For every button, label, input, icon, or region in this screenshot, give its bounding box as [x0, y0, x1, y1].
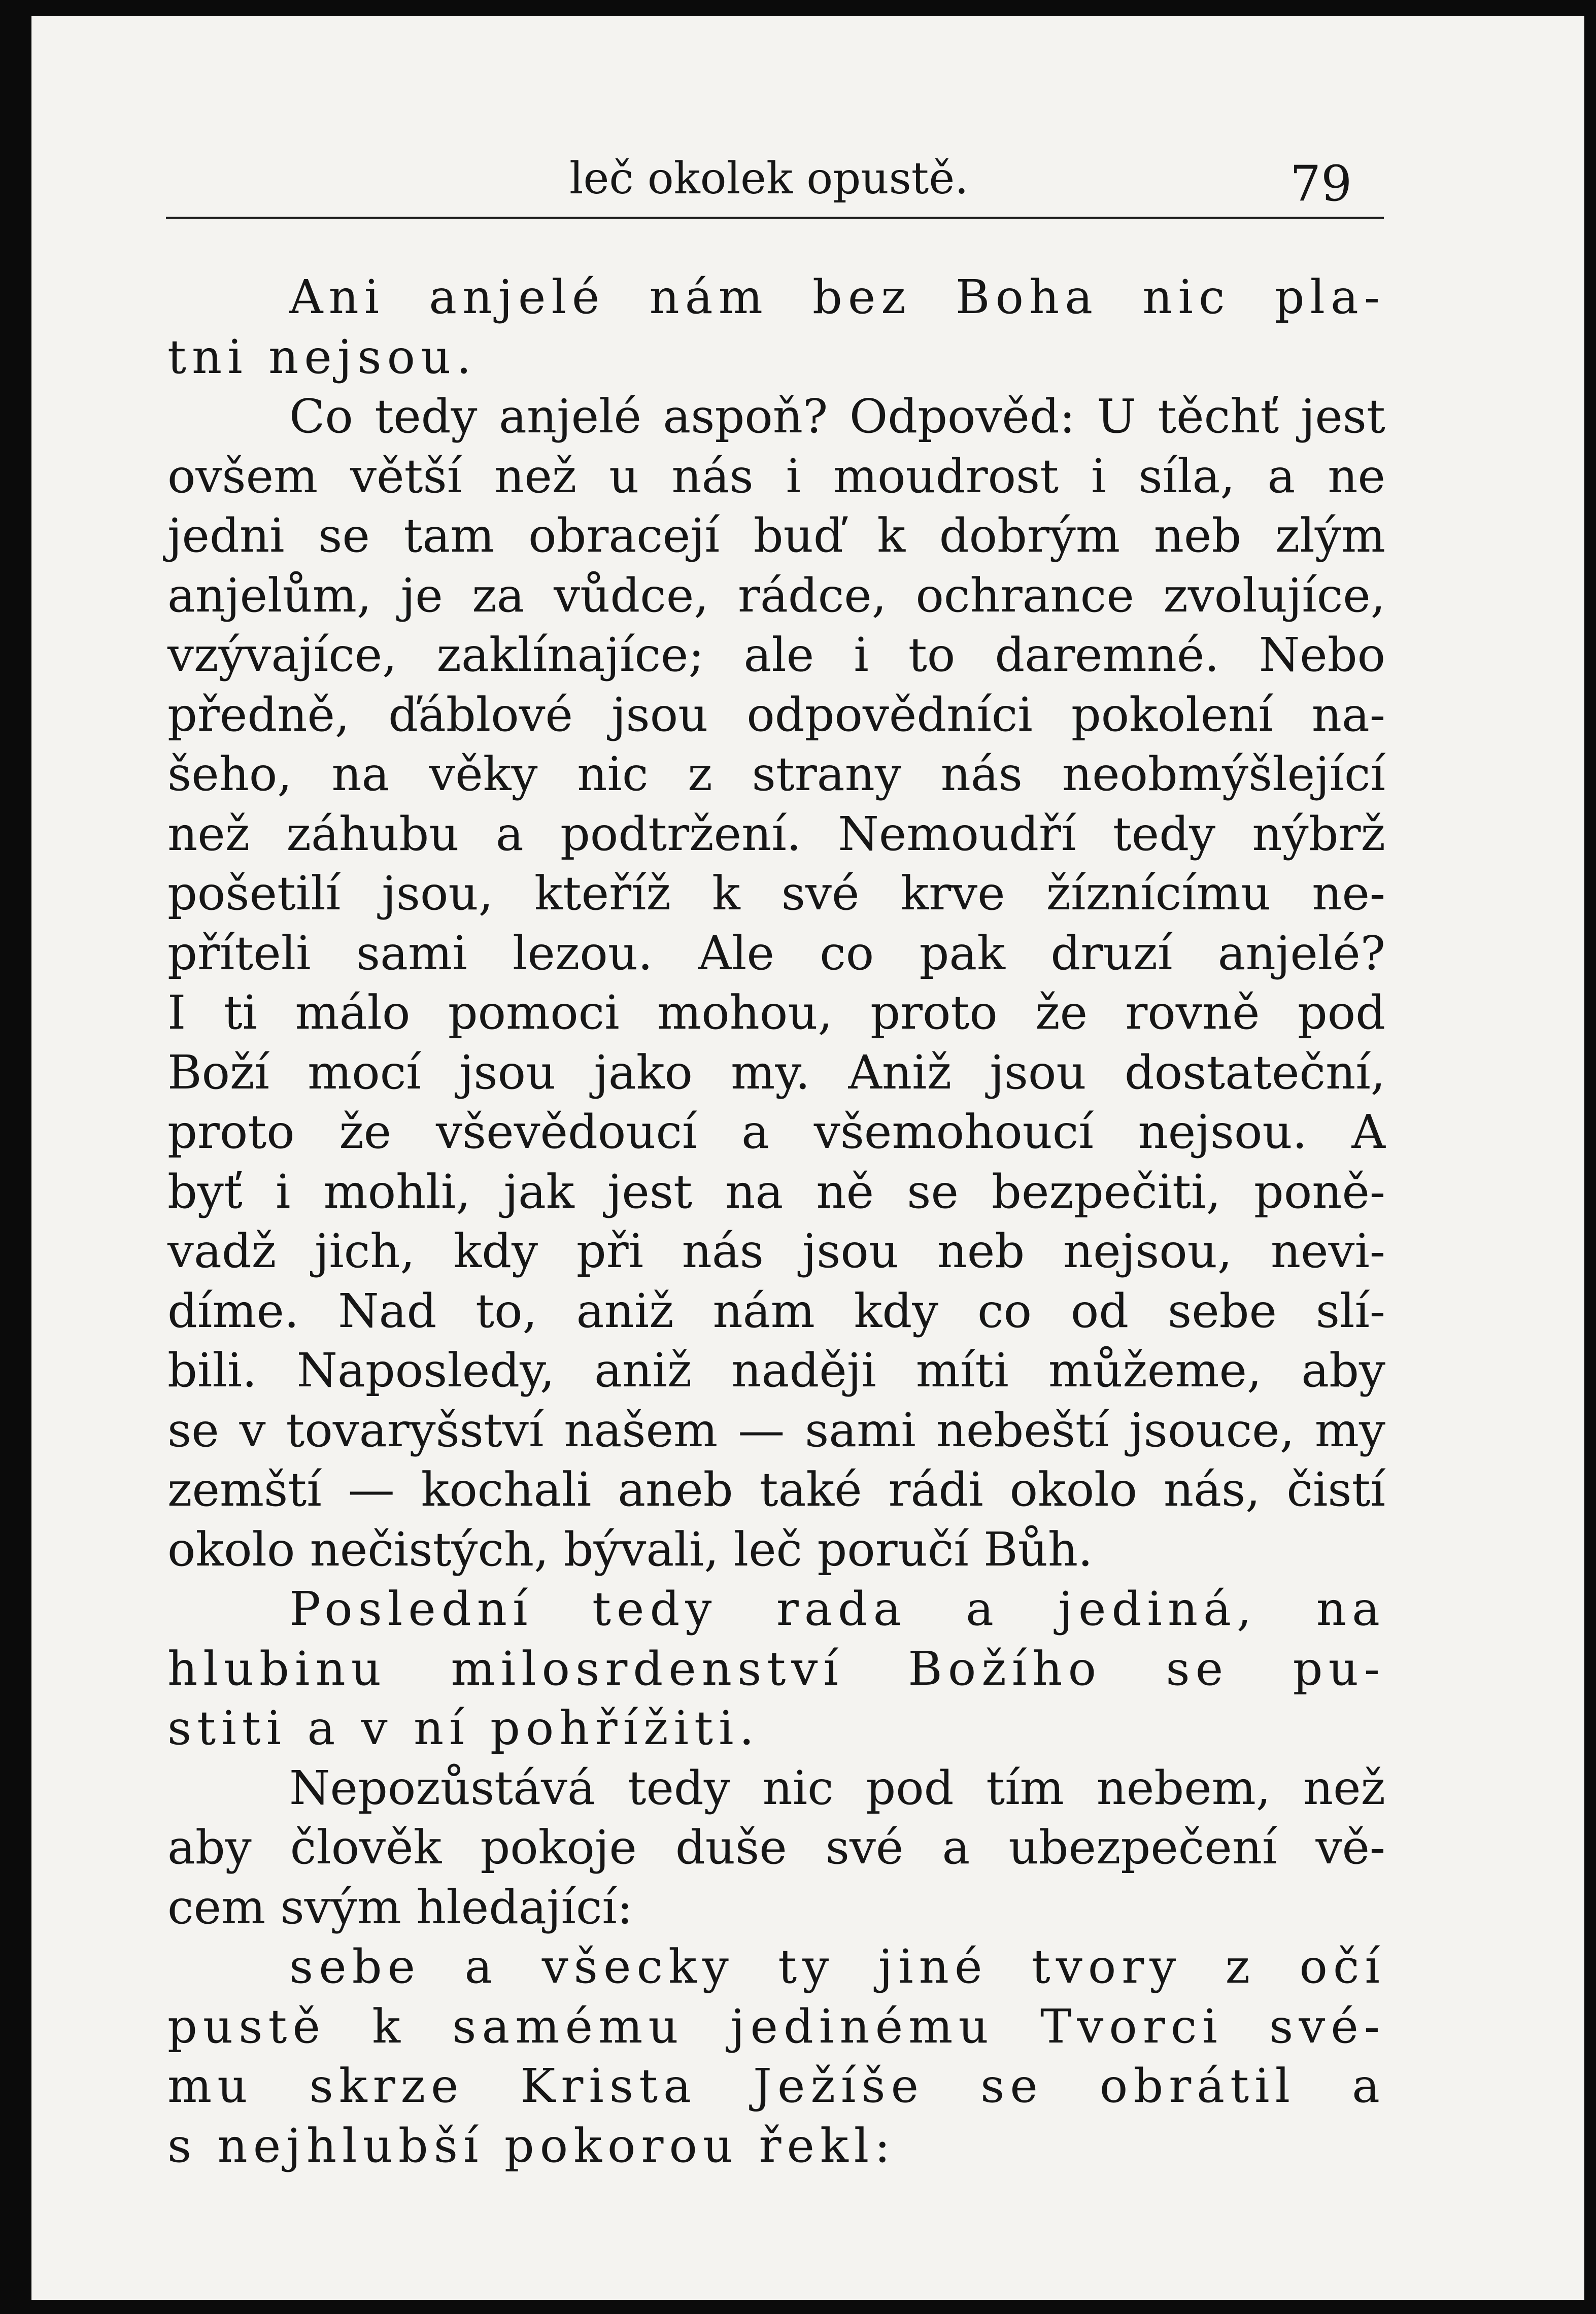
text-line: pustě k samému jedinému Tvorci své- [167, 1999, 1385, 2054]
text-line: okolo nečistých, bývali, leč poručí Bůh. [167, 1522, 1093, 1577]
text-line: aby člověk pokoje duše své a ubezpečení vě- [167, 1820, 1385, 1875]
text-line: byť i mohli, jak jest na ně se bezpečiti, poně- [167, 1164, 1385, 1219]
text-line: předně, ďáblové jsou odpovědníci pokolení na- [167, 687, 1385, 742]
text-line: díme. Nad to, aniž nám kdy co od sebe slí- [167, 1283, 1385, 1338]
text-line: mu skrze Krista Ježíše se obrátil a [167, 2059, 1385, 2113]
paragraph [167, 267, 1385, 387]
text-line: cem svým hledající: [167, 1880, 633, 1934]
paragraph [167, 1758, 1385, 1937]
text-line: jedni se tam obracejí buď k dobrým neb zlým [167, 508, 1385, 563]
page-number: 79 [1290, 155, 1352, 212]
text-line: pošetilí jsou, kteříž k své krve žíznícímu ne- [167, 866, 1385, 921]
text-line: Co tedy anjelé aspoň? Odpověd: U těchť jest [289, 389, 1385, 444]
text-line: sebe a všecky ty jiné tvory z očí [289, 1939, 1385, 1994]
text-line: ovšem větší než u nás i moudrost i síla, a ne [167, 449, 1385, 503]
text-line: tni nejsou. [167, 329, 477, 384]
text-line: stiti a v ní pohřížiti. [167, 1701, 760, 1755]
text-line: Ani anjelé nám bez Boha nic pla- [289, 270, 1385, 324]
text-line: proto že vševědoucí a všemohoucí nejsou. A [167, 1105, 1385, 1159]
text-line: Poslední tedy rada a jediná, na [289, 1582, 1385, 1636]
header-rule [166, 217, 1384, 219]
text-line: hlubinu milosrdenství Božího se pu- [167, 1641, 1385, 1696]
text-line: Nepozůstává tedy nic pod tím nebem, než [289, 1760, 1385, 1815]
text-line: bili. Naposledy, aniž naději míti můžeme, aby [167, 1343, 1385, 1398]
running-title: leč okolek opustě. [569, 153, 969, 204]
text-line: se v tovaryšství našem — sami nebeští jsouce, my [167, 1403, 1385, 1457]
page-header [31, 153, 1584, 214]
text-line: anjelům, je za vůdce, rádce, ochrance zvolujíce, [167, 568, 1385, 623]
text-line: než záhubu a podtržení. Nemoudří tedy nýbrž [167, 806, 1385, 861]
text-line: zemští — kochali aneb také rádi okolo nás, čistí [167, 1462, 1385, 1517]
text-line: příteli sami lezou. Ale co pak druzí anjelé? [167, 926, 1385, 980]
paragraph [167, 1579, 1385, 1758]
text-line: vzývajíce, zaklínajíce; ale i to daremné. Nebo [167, 628, 1385, 682]
paragraph [167, 1937, 1385, 2175]
text-line: Boží mocí jsou jako my. Aniž jsou dostateční, [167, 1045, 1385, 1100]
text-line: I ti málo pomoci mohou, proto že rovně pod [167, 985, 1385, 1040]
body-text [167, 267, 1385, 2175]
text-line: s nejhlubší pokorou řekl: [167, 2118, 896, 2173]
text-line: vadž jich, kdy při nás jsou neb nejsou, nevi- [167, 1224, 1385, 1278]
paragraph [167, 387, 1385, 1579]
book-page [31, 16, 1584, 2300]
text-line: šeho, na věky nic z strany nás neobmýšlející [167, 747, 1385, 801]
